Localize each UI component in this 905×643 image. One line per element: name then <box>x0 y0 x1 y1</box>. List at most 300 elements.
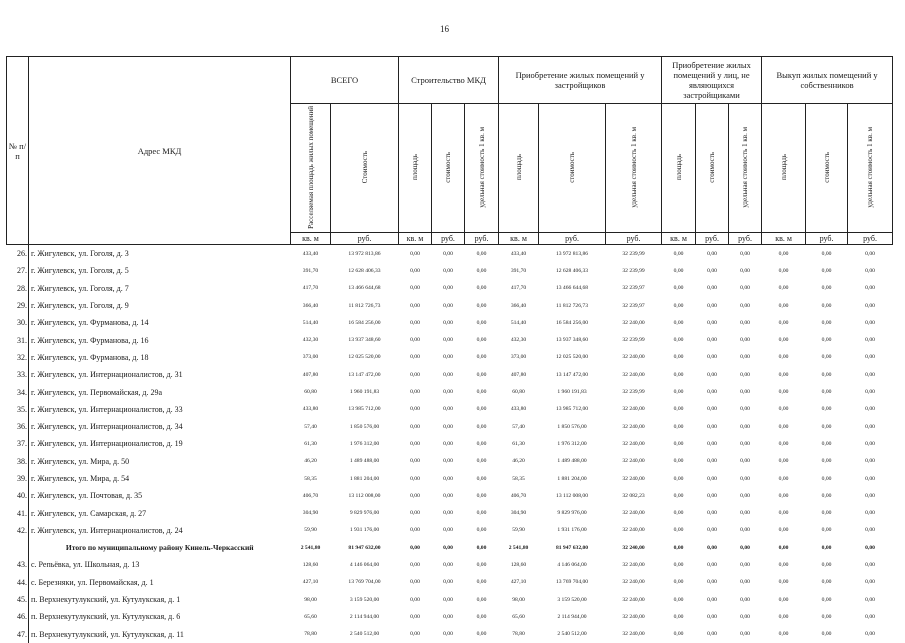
cell-col-12: 0,00 <box>821 596 832 603</box>
cell-col-9: 0,00 <box>707 544 717 551</box>
cell-col-12: 0,00 <box>821 319 832 326</box>
cell-col-0: 514,40 <box>302 319 319 326</box>
cell-col-7: 32 240,00 <box>622 544 645 551</box>
cell-col-13: 0,00 <box>865 579 875 586</box>
cell-col-0: 61,30 <box>304 440 317 447</box>
cell-col-12: 0,00 <box>821 267 832 274</box>
cell-col-3: 0,00 <box>443 302 453 309</box>
cell-col-8: 0,00 <box>673 267 684 274</box>
cell-col-4: 0,00 <box>476 510 487 517</box>
cell-col-12: 0,00 <box>821 613 832 620</box>
row-address: с. Репьёвка, ул. Школьная, д. 13 <box>31 560 140 570</box>
cell-col-6: 11 812 726,73 <box>556 302 589 309</box>
cell-col-2: 0,00 <box>410 319 420 326</box>
cell-col-10: 0,00 <box>740 475 750 482</box>
unit-col-3: руб. <box>432 233 465 245</box>
cell-col-10: 0,00 <box>740 458 750 465</box>
cell-col-11: 0,00 <box>778 440 789 447</box>
cell-col-10: 0,00 <box>740 631 750 638</box>
cell-col-10: 0,00 <box>740 371 750 378</box>
cell-col-1: 1 976 312,00 <box>349 440 380 447</box>
row-number <box>7 539 29 556</box>
cell-col-4: 0,00 <box>476 302 487 309</box>
cell-col-12: 0,00 <box>821 510 832 517</box>
header-col-11: площадь <box>762 104 806 233</box>
table-row <box>7 522 893 539</box>
cell-col-9: 0,00 <box>707 458 717 465</box>
cell-col-0: 373,00 <box>302 354 319 361</box>
table-row <box>7 470 893 487</box>
cell-col-12: 0,00 <box>821 579 832 586</box>
cell-col-11: 0,00 <box>778 561 789 568</box>
cell-col-4: 0,00 <box>476 337 487 344</box>
cell-col-7: 32 240,00 <box>622 440 645 447</box>
cell-col-10: 0,00 <box>740 440 750 447</box>
table-row <box>7 383 893 400</box>
row-address: г. Жигулевск, ул. Почтовая, д. 35 <box>31 491 143 501</box>
cell-col-9: 0,00 <box>707 579 717 586</box>
cell-col-2: 0,00 <box>410 510 420 517</box>
cell-col-7: 32 240,00 <box>622 510 645 517</box>
header-group-non-developers: Приобретение жилых помещений у лиц, не являющихся застройщиками <box>662 57 762 104</box>
cell-col-6: 1 960 191,83 <box>557 389 587 396</box>
header-col-6: стоимость <box>539 104 606 233</box>
cell-col-4: 0,00 <box>476 561 487 568</box>
cell-col-8: 0,00 <box>673 302 684 309</box>
cell-col-11: 0,00 <box>778 631 789 638</box>
cell-col-13: 0,00 <box>865 492 875 499</box>
cell-col-13: 0,00 <box>865 302 875 309</box>
cell-col-5: 57,40 <box>512 423 525 430</box>
cell-col-7: 32 240,00 <box>622 371 645 378</box>
cell-col-13: 0,00 <box>865 613 875 620</box>
cell-col-7: 32 082,23 <box>622 492 645 499</box>
cell-col-7: 32 240,00 <box>622 613 645 620</box>
unit-col-4: руб. <box>465 233 499 245</box>
cell-col-1: 11 812 726,73 <box>348 302 381 309</box>
cell-col-1: 4 146 064,00 <box>349 561 380 568</box>
cell-col-0: 65,60 <box>304 613 317 620</box>
cell-col-12: 0,00 <box>821 250 832 257</box>
cell-col-11: 0,00 <box>778 389 789 396</box>
row-number: 36. <box>7 418 29 435</box>
row-address: г. Жигулевск, ул. Интернационалистов, д. 24 <box>31 525 183 535</box>
cell-col-4: 0,00 <box>476 458 487 465</box>
table-row <box>7 280 893 297</box>
cell-col-5: 432,30 <box>510 337 527 344</box>
cell-col-9: 0,00 <box>707 337 717 344</box>
cell-col-11: 0,00 <box>778 579 789 586</box>
cell-col-2: 0,00 <box>410 337 420 344</box>
cell-col-6: 1 489 488,00 <box>557 458 587 465</box>
cell-col-12: 0,00 <box>821 527 832 534</box>
cell-col-12: 0,00 <box>821 406 832 413</box>
row-address: г. Жигулевск, ул. Мира, д. 50 <box>31 456 130 466</box>
cell-col-11: 0,00 <box>778 371 789 378</box>
cell-col-4: 0,00 <box>476 354 487 361</box>
row-address: г. Жигулевск, ул. Гоголя, д. 5 <box>31 266 129 276</box>
row-number: 39. <box>7 470 29 487</box>
cell-col-7: 32 240,00 <box>622 596 645 603</box>
cell-col-1: 13 937 348,60 <box>348 337 381 344</box>
row-number: 34. <box>7 383 29 400</box>
row-number: 45. <box>7 591 29 608</box>
cell-col-13: 0,00 <box>865 596 875 603</box>
cell-col-12: 0,00 <box>821 423 832 430</box>
cell-col-10: 0,00 <box>740 389 750 396</box>
cell-col-12: 0,00 <box>821 337 832 344</box>
cell-col-3: 0,00 <box>443 596 453 603</box>
row-number: 40. <box>7 487 29 504</box>
cell-col-0: 366,40 <box>302 302 319 309</box>
row-number: 32. <box>7 349 29 366</box>
cell-col-13: 0,00 <box>865 337 875 344</box>
table-row <box>7 591 893 608</box>
cell-col-4: 0,00 <box>476 440 487 447</box>
cell-col-13: 0,00 <box>865 250 875 257</box>
cell-col-1: 13 985 712,00 <box>348 406 381 413</box>
cell-col-12: 0,00 <box>821 561 832 568</box>
cell-col-3: 0,00 <box>443 613 453 620</box>
row-number: 42. <box>7 522 29 539</box>
cell-col-1: 12 025 520,00 <box>348 354 381 361</box>
row-number: 44. <box>7 574 29 591</box>
housing-table <box>6 56 893 643</box>
cell-col-6: 4 146 064,00 <box>557 561 587 568</box>
cell-col-0: 59,90 <box>304 527 317 534</box>
unit-col-1: руб. <box>331 233 399 245</box>
cell-col-13: 0,00 <box>865 527 875 534</box>
row-number: 46. <box>7 608 29 625</box>
cell-col-13: 0,00 <box>865 561 875 568</box>
cell-col-5: 366,40 <box>510 302 527 309</box>
cell-col-4: 0,00 <box>476 631 487 638</box>
cell-col-10: 0,00 <box>740 492 750 499</box>
row-number: 35. <box>7 401 29 418</box>
table-row <box>7 504 893 521</box>
unit-col-13: руб. <box>848 233 893 245</box>
cell-col-7: 32 239,99 <box>622 250 645 257</box>
cell-col-7: 32 239,97 <box>622 302 645 309</box>
cell-col-2: 0,00 <box>410 596 420 603</box>
row-address: г. Жигулевск, ул. Интернационалистов, д. 33 <box>31 404 183 414</box>
cell-col-2: 0,00 <box>410 354 420 361</box>
table-row <box>7 574 893 591</box>
table-row <box>7 453 893 470</box>
cell-col-5: 427,10 <box>510 579 527 586</box>
cell-col-0: 2 541,80 <box>300 544 321 551</box>
cell-col-1: 13 466 644,68 <box>348 285 381 292</box>
cell-col-9: 0,00 <box>707 250 717 257</box>
cell-col-0: 433,80 <box>302 406 319 413</box>
cell-col-6: 13 985 712,00 <box>555 406 589 413</box>
cell-col-5: 65,60 <box>512 613 525 620</box>
cell-col-10: 0,00 <box>740 337 750 344</box>
cell-col-13: 0,00 <box>865 267 875 274</box>
row-address: п. Верхнекутулукский, ул. Кутулукская, д. 1 <box>31 595 181 605</box>
cell-col-4: 0,00 <box>476 319 487 326</box>
cell-col-2: 0,00 <box>410 527 420 534</box>
cell-col-3: 0,00 <box>443 354 453 361</box>
cell-col-3: 0,00 <box>443 631 453 638</box>
cell-col-12: 0,00 <box>821 302 832 309</box>
cell-col-1: 1 881 204,00 <box>349 475 380 482</box>
page-number: 16 <box>440 24 449 34</box>
cell-col-3: 0,00 <box>443 492 453 499</box>
row-number: 28. <box>7 280 29 297</box>
cell-col-2: 0,00 <box>410 440 420 447</box>
cell-col-9: 0,00 <box>707 440 717 447</box>
unit-col-12: руб. <box>806 233 848 245</box>
cell-col-9: 0,00 <box>707 371 717 378</box>
cell-col-8: 0,00 <box>673 561 684 568</box>
cell-col-10: 0,00 <box>740 423 750 430</box>
cell-col-7: 32 240,00 <box>622 458 645 465</box>
cell-col-8: 0,00 <box>673 389 684 396</box>
cell-col-0: 78,80 <box>304 631 317 638</box>
cell-col-7: 32 240,00 <box>622 319 645 326</box>
header-col-4: удельная стоимость 1 кв. м <box>465 104 499 233</box>
cell-col-13: 0,00 <box>865 510 875 517</box>
unit-col-7: руб. <box>606 233 662 245</box>
cell-col-9: 0,00 <box>707 267 717 274</box>
cell-col-13: 0,00 <box>865 406 875 413</box>
cell-col-9: 0,00 <box>707 492 717 499</box>
cell-col-0: 406,70 <box>302 492 319 499</box>
cell-col-9: 0,00 <box>707 354 717 361</box>
cell-col-4: 0,00 <box>476 596 487 603</box>
cell-col-7: 32 239,97 <box>622 285 645 292</box>
cell-col-3: 0,00 <box>443 544 453 551</box>
table-row <box>7 297 893 314</box>
cell-col-5: 391,70 <box>510 267 527 274</box>
cell-col-1: 1 850 576,00 <box>349 423 380 430</box>
cell-col-6: 13 112 008,00 <box>556 492 589 499</box>
cell-col-8: 0,00 <box>673 458 684 465</box>
cell-col-11: 0,00 <box>778 510 789 517</box>
cell-col-8: 0,00 <box>673 250 684 257</box>
row-number: 30. <box>7 314 29 331</box>
cell-col-0: 58,35 <box>304 475 317 482</box>
cell-col-7: 32 240,00 <box>622 475 645 482</box>
cell-col-10: 0,00 <box>740 285 750 292</box>
cell-col-13: 0,00 <box>865 475 875 482</box>
cell-col-0: 57,40 <box>304 423 317 430</box>
row-address: г. Жигулевск, ул. Самарская, д. 27 <box>31 508 147 518</box>
cell-col-5: 407,80 <box>510 371 527 378</box>
row-address: г. Жигулевск, ул. Мира, д. 54 <box>31 474 130 483</box>
header-num: № п/п <box>7 57 29 245</box>
total-row <box>7 539 893 556</box>
cell-col-6: 2 114 944,00 <box>557 613 587 620</box>
cell-col-10: 0,00 <box>740 596 750 603</box>
cell-col-3: 0,00 <box>443 527 453 534</box>
cell-col-1: 13 769 704,00 <box>348 579 381 586</box>
cell-col-4: 0,00 <box>476 475 487 482</box>
cell-col-10: 0,00 <box>740 406 750 413</box>
cell-col-5: 61,30 <box>512 440 525 447</box>
cell-col-1: 2 114 944,00 <box>349 613 380 620</box>
cell-col-0: 433,40 <box>302 250 319 257</box>
cell-col-2: 0,00 <box>410 406 420 413</box>
cell-col-1: 1 489 488,00 <box>349 458 380 465</box>
cell-col-4: 0,00 <box>476 527 487 534</box>
cell-col-11: 0,00 <box>778 613 789 620</box>
cell-col-3: 0,00 <box>443 510 453 517</box>
cell-col-1: 13 972 813,86 <box>348 250 381 257</box>
cell-col-7: 32 240,00 <box>622 561 645 568</box>
cell-col-5: 59,90 <box>512 527 525 534</box>
row-address: г. Жигулевск, ул. Интернационалистов, д. 19 <box>31 439 183 449</box>
cell-col-11: 0,00 <box>778 458 789 465</box>
row-address: г. Жигулевск, ул. Интернационалистов, д. 34 <box>31 422 183 432</box>
cell-col-10: 0,00 <box>740 579 750 586</box>
row-address: г. Жигулевск, ул. Фурманова, д. 14 <box>31 318 149 328</box>
cell-col-11: 0,00 <box>778 492 789 499</box>
header-group-buyout: Выкуп жилых помещений у собственников <box>762 57 893 104</box>
cell-col-13: 0,00 <box>865 440 875 447</box>
cell-col-10: 0,00 <box>740 319 750 326</box>
cell-col-8: 0,00 <box>673 596 684 603</box>
cell-col-11: 0,00 <box>778 406 789 413</box>
cell-col-13: 0,00 <box>865 389 875 396</box>
header-col-5: площадь <box>499 104 539 233</box>
cell-col-8: 0,00 <box>673 440 684 447</box>
table-row <box>7 262 893 279</box>
cell-col-13: 0,00 <box>865 319 875 326</box>
header-col-3: стоимость <box>432 104 465 233</box>
cell-col-7: 32 240,00 <box>622 631 645 638</box>
cell-col-3: 0,00 <box>443 423 453 430</box>
cell-col-1: 81 947 632,00 <box>348 544 381 551</box>
cell-col-0: 417,70 <box>302 285 319 292</box>
cell-col-8: 0,00 <box>673 579 684 586</box>
cell-col-4: 0,00 <box>476 285 487 292</box>
row-number: 41. <box>7 504 29 521</box>
cell-col-9: 0,00 <box>707 613 717 620</box>
row-address: г. Жигулевск, ул. Гоголя, д. 9 <box>31 301 129 311</box>
cell-col-0: 98,00 <box>304 596 317 603</box>
header-col-9: стоимость <box>696 104 729 233</box>
cell-col-10: 0,00 <box>740 561 750 568</box>
cell-col-6: 13 972 813,86 <box>555 250 589 257</box>
cell-col-2: 0,00 <box>410 250 420 257</box>
cell-col-2: 0,00 <box>410 423 420 430</box>
cell-col-5: 78,80 <box>512 631 525 638</box>
row-address: г. Жигулевск, ул. Гоголя, д. 3 <box>31 249 129 259</box>
cell-col-1: 13 147 472,00 <box>348 371 381 378</box>
cell-col-4: 0,00 <box>476 544 487 551</box>
cell-col-10: 0,00 <box>740 510 750 517</box>
cell-col-13: 0,00 <box>865 354 875 361</box>
cell-col-1: 1 960 191,83 <box>349 389 380 396</box>
cell-col-4: 0,00 <box>476 267 487 274</box>
cell-col-8: 0,00 <box>673 337 684 344</box>
cell-col-9: 0,00 <box>707 475 717 482</box>
cell-col-10: 0,00 <box>740 302 750 309</box>
cell-col-8: 0,00 <box>673 631 684 638</box>
cell-col-4: 0,00 <box>476 423 487 430</box>
cell-col-3: 0,00 <box>443 319 453 326</box>
cell-col-11: 0,00 <box>778 423 789 430</box>
table-row <box>7 435 893 452</box>
cell-col-6: 81 947 632,00 <box>555 544 589 551</box>
cell-col-8: 0,00 <box>673 423 684 430</box>
cell-col-5: 433,80 <box>510 406 527 413</box>
header-col-12: стоимость <box>806 104 848 233</box>
cell-col-12: 0,00 <box>821 631 832 638</box>
cell-col-7: 32 240,00 <box>622 406 645 413</box>
table-row <box>7 314 893 331</box>
table-row <box>7 608 893 625</box>
cell-col-11: 0,00 <box>778 596 789 603</box>
unit-col-0: кв. м <box>291 233 331 245</box>
cell-col-13: 0,00 <box>865 458 875 465</box>
cell-col-3: 0,00 <box>443 406 453 413</box>
table-row <box>7 556 893 573</box>
table-row <box>7 366 893 383</box>
cell-col-3: 0,00 <box>443 579 453 586</box>
cell-col-9: 0,00 <box>707 510 717 517</box>
table-row <box>7 487 893 504</box>
cell-col-6: 2 540 512,00 <box>557 631 587 638</box>
cell-col-5: 58,35 <box>512 475 525 482</box>
cell-col-11: 0,00 <box>778 475 789 482</box>
cell-col-11: 0,00 <box>778 302 789 309</box>
row-address: г. Жигулевск, ул. Фурманова, д. 18 <box>31 352 149 362</box>
cell-col-1: 12 628 406,33 <box>348 267 381 274</box>
row-number: 43. <box>7 556 29 573</box>
cell-col-13: 0,00 <box>865 423 875 430</box>
cell-col-12: 0,00 <box>821 492 832 499</box>
cell-col-2: 0,00 <box>410 458 420 465</box>
cell-col-5: 60,80 <box>512 389 525 396</box>
header-group-construction: Строительство МКД <box>399 57 499 104</box>
cell-col-6: 13 466 644,68 <box>555 285 589 292</box>
cell-col-4: 0,00 <box>476 492 487 499</box>
cell-col-11: 0,00 <box>778 527 789 534</box>
cell-col-5: 98,00 <box>512 596 525 603</box>
cell-col-2: 0,00 <box>410 561 420 568</box>
cell-col-11: 0,00 <box>778 337 789 344</box>
cell-col-8: 0,00 <box>673 527 684 534</box>
cell-col-0: 304,90 <box>302 510 319 517</box>
cell-col-1: 9 829 976,00 <box>349 510 380 517</box>
cell-col-11: 0,00 <box>778 285 789 292</box>
cell-col-11: 0,00 <box>778 250 789 257</box>
cell-col-7: 32 240,00 <box>622 423 645 430</box>
unit-col-9: руб. <box>696 233 729 245</box>
cell-col-4: 0,00 <box>476 389 487 396</box>
row-address: Итого по муниципальному району Кинель-Черкасский <box>65 543 254 553</box>
table-row <box>7 626 893 643</box>
cell-col-6: 1 881 204,00 <box>557 475 587 482</box>
cell-col-8: 0,00 <box>673 492 684 499</box>
cell-col-3: 0,00 <box>443 337 453 344</box>
unit-col-8: кв. м <box>662 233 696 245</box>
cell-col-5: 514,40 <box>510 319 527 326</box>
cell-col-9: 0,00 <box>707 631 717 638</box>
cell-col-2: 0,00 <box>410 267 420 274</box>
cell-col-12: 0,00 <box>821 475 832 482</box>
cell-col-11: 0,00 <box>778 267 789 274</box>
cell-col-9: 0,00 <box>707 406 717 413</box>
cell-col-8: 0,00 <box>673 544 684 551</box>
row-address: п. Верхнекутулукский, ул. Кутулукская, д. 11 <box>31 629 184 639</box>
cell-col-5: 2 541,80 <box>508 544 529 551</box>
cell-col-5: 406,70 <box>510 492 527 499</box>
cell-col-11: 0,00 <box>778 544 789 551</box>
